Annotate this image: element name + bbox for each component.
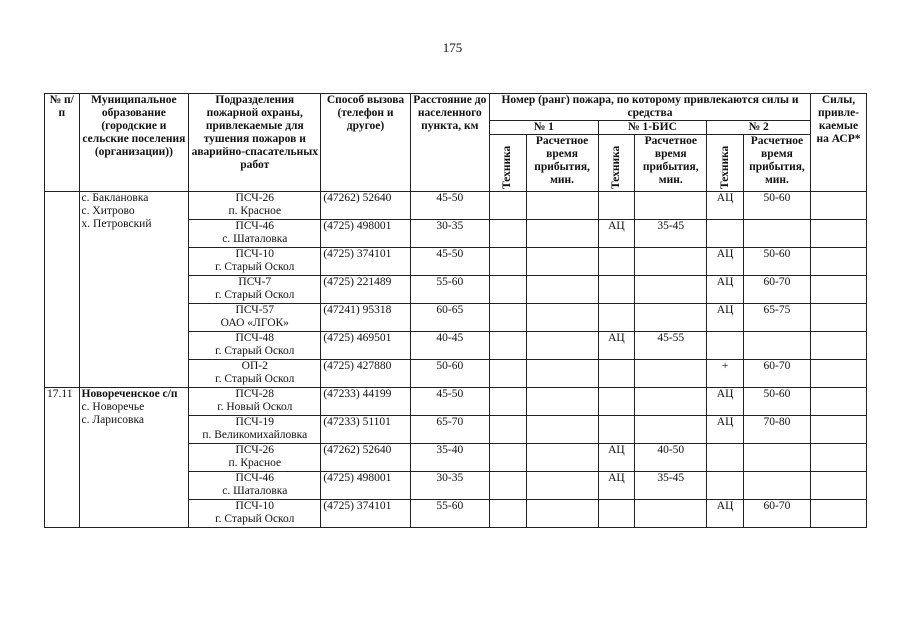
tech-rank1-cell [489,192,526,220]
phone-cell: (4725) 469501 [321,332,410,360]
arrival-rank1-cell [526,304,598,332]
settlement-name: с. Хитрово [81,205,135,217]
settlement-name: с. Новоречье [81,401,145,413]
unit-name: ПСЧ-48 [235,332,275,344]
unit-location: п. Красное [228,457,282,469]
unit-cell [189,388,321,416]
asr-cell [811,444,867,472]
phone-cell: (4725) 221489 [321,276,410,304]
tech-rank2-cell [707,220,744,248]
asr-cell [811,388,867,416]
unit-cell [189,276,321,304]
asr-cell [811,360,867,388]
arrival-rank1-cell [526,472,598,500]
header-rank-1bis: № 1-БИС [598,121,707,135]
unit-location: с. Шаталовка [222,485,288,497]
arrival-rank2-cell [743,472,810,500]
unit-location: г. Старый Оскол [215,345,295,357]
unit-cell [189,304,321,332]
asr-cell [811,276,867,304]
settlement-name: х. Петровский [81,218,152,230]
header-row-1 [45,94,867,121]
fire-forces-table [44,93,867,528]
distance-cell: 30-35 [410,472,489,500]
tech-rank1-cell [489,220,526,248]
phone-cell: (47262) 52640 [321,444,410,472]
distance-cell: 45-50 [410,248,489,276]
header-num: № п/п [45,94,80,192]
unit-location: ОАО «ЛГОК» [220,317,289,329]
unit-cell [189,360,321,388]
arrival-rank2-cell: 60-70 [743,276,810,304]
tech-rank1-cell [489,248,526,276]
tech-rank1bis-cell [598,248,635,276]
unit-cell [189,192,321,220]
arrival-rank2-cell: 50-60 [743,248,810,276]
tech-rank1-cell [489,388,526,416]
unit-cell [189,332,321,360]
tech-rank2-cell: АЦ [707,500,744,528]
asr-cell [811,416,867,444]
table-body [45,192,867,528]
tech-rank2-cell: АЦ [707,248,744,276]
header-arrival-1bis: Расчетное время прибытия, мин. [635,135,707,192]
unit-location: г. Старый Оскол [215,289,295,301]
page-number: 175 [442,40,463,55]
table-row [45,388,867,416]
phone-cell: (47233) 44199 [321,388,410,416]
tech-rank1-cell [489,332,526,360]
arrival-rank1-cell [526,248,598,276]
distance-cell: 55-60 [410,500,489,528]
tech-rank2-cell: АЦ [707,276,744,304]
arrival-rank2-cell: 70-80 [743,416,810,444]
unit-location: г. Старый Оскол [215,261,295,273]
unit-name: ПСЧ-10 [235,248,275,260]
unit-location: п. Красное [228,205,282,217]
tech-rank1bis-cell [598,276,635,304]
unit-cell [189,220,321,248]
tech-rank2-cell [707,332,744,360]
tech-rank1bis-cell: АЦ [598,332,635,360]
phone-cell: (4725) 498001 [321,220,410,248]
tech-rank2-cell [707,472,744,500]
unit-name: ПСЧ-28 [235,388,275,400]
asr-cell [811,472,867,500]
asr-cell [811,500,867,528]
row-number: 17.11 [45,388,80,528]
arrival-rank1bis-cell [635,416,707,444]
tech-rank2-cell: АЦ [707,192,744,220]
tech-rank1bis-cell [598,304,635,332]
arrival-rank1-cell [526,360,598,388]
unit-location: с. Шаталовка [222,233,288,245]
arrival-rank1-cell [526,444,598,472]
arrival-rank1bis-cell [635,276,707,304]
distance-cell: 65-70 [410,416,489,444]
header-tech-1: Техника [489,135,526,192]
tech-rank1-cell [489,304,526,332]
arrival-rank1bis-cell: 45-55 [635,332,707,360]
unit-cell [189,416,321,444]
unit-location: г. Старый Оскол [215,373,295,385]
unit-name: ПСЧ-7 [238,276,272,288]
asr-cell [811,220,867,248]
arrival-rank1bis-cell: 35-45 [635,220,707,248]
unit-cell [189,472,321,500]
header-units: Подразделения пожарной охраны, привлекаемые для тушения пожаров и аварийно-спасательных работ [189,94,321,192]
header-arrival-1: Расчетное время прибытия, мин. [526,135,598,192]
arrival-rank2-cell: 60-70 [743,500,810,528]
tech-rank1bis-cell [598,416,635,444]
arrival-rank2-cell: 60-70 [743,360,810,388]
asr-cell [811,304,867,332]
distance-cell: 45-50 [410,192,489,220]
arrival-rank2-cell [743,444,810,472]
tech-rank2-cell: АЦ [707,304,744,332]
header-rank-1: № 1 [489,121,598,135]
tech-rank1-cell [489,500,526,528]
arrival-rank1-cell [526,388,598,416]
unit-cell [189,500,321,528]
row-number [45,192,80,388]
unit-name: ОП-2 [241,360,268,372]
unit-name: ПСЧ-26 [235,444,275,456]
phone-cell: (47241) 95318 [321,304,410,332]
header-tech-1bis: Техника [598,135,635,192]
unit-name: ПСЧ-26 [235,192,275,204]
phone-cell: (4725) 374101 [321,500,410,528]
unit-name: ПСЧ-19 [235,416,275,428]
tech-rank1bis-cell [598,500,635,528]
arrival-rank1bis-cell [635,192,707,220]
unit-name: ПСЧ-46 [235,472,275,484]
arrival-rank2-cell: 50-60 [743,388,810,416]
tech-rank1bis-cell: АЦ [598,444,635,472]
distance-cell: 50-60 [410,360,489,388]
arrival-rank1bis-cell [635,500,707,528]
tech-rank1-cell [489,444,526,472]
header-distance: Расстояние до населенного пункта, км [410,94,489,192]
arrival-rank1-cell [526,500,598,528]
arrival-rank1-cell [526,416,598,444]
tech-rank1-cell [489,276,526,304]
arrival-rank2-cell: 50-60 [743,192,810,220]
phone-cell: (47262) 52640 [321,192,410,220]
arrival-rank1-cell [526,192,598,220]
phone-cell: (4725) 498001 [321,472,410,500]
municipality-cell [79,388,189,528]
distance-cell: 40-45 [410,332,489,360]
tech-rank1bis-cell: АЦ [598,472,635,500]
arrival-rank1bis-cell [635,360,707,388]
phone-cell: (4725) 427880 [321,360,410,388]
arrival-rank1bis-cell [635,304,707,332]
arrival-rank1-cell [526,332,598,360]
tech-rank2-cell [707,444,744,472]
tech-rank1-cell [489,360,526,388]
unit-location: г. Старый Оскол [215,513,295,525]
unit-name: ПСЧ-57 [235,304,275,316]
unit-name: ПСЧ-46 [235,220,275,232]
arrival-rank1bis-cell: 40-50 [635,444,707,472]
header-call-method: Способ вызова (телефон и другое) [321,94,410,192]
arrival-rank2-cell [743,332,810,360]
table-row [45,192,867,220]
arrival-rank2-cell [743,220,810,248]
unit-cell [189,444,321,472]
municipality-cell [79,192,189,388]
tech-rank1bis-cell: АЦ [598,220,635,248]
tech-rank2-cell: + [707,360,744,388]
distance-cell: 55-60 [410,276,489,304]
tech-rank1bis-cell [598,388,635,416]
distance-cell: 30-35 [410,220,489,248]
unit-cell [189,248,321,276]
tech-rank1bis-cell [598,192,635,220]
header-asr: Силы, привле-каемые на АСР* [811,94,867,192]
tech-rank1bis-cell [598,360,635,388]
header-arrival-2: Расчетное время прибытия, мин. [743,135,810,192]
tech-rank2-cell: АЦ [707,388,744,416]
tech-rank1-cell [489,416,526,444]
asr-cell [811,332,867,360]
distance-cell: 35-40 [410,444,489,472]
arrival-rank1bis-cell: 35-45 [635,472,707,500]
settlement-name: с. Ларисовка [81,414,144,426]
arrival-rank2-cell: 65-75 [743,304,810,332]
unit-name: ПСЧ-10 [235,500,275,512]
unit-location: г. Новый Оскол [217,401,293,413]
unit-location: п. Великомихайловка [202,429,308,441]
asr-cell [811,192,867,220]
settlement-name: с. Баклановка [81,192,149,204]
arrival-rank1-cell [526,220,598,248]
asr-cell [811,248,867,276]
municipality-name: Новореченское с/п [81,388,178,400]
header-fire-rank: Номер (ранг) пожара, по которому привлекаются силы и средства [489,94,810,121]
arrival-rank1-cell [526,276,598,304]
phone-cell: (4725) 374101 [321,248,410,276]
header-municipality: Муниципальное образование (городские и сельские поселения (организации)) [79,94,189,192]
arrival-rank1bis-cell [635,388,707,416]
phone-cell: (47233) 51101 [321,416,410,444]
tech-rank2-cell: АЦ [707,416,744,444]
header-rank-2: № 2 [707,121,811,135]
arrival-rank1bis-cell [635,248,707,276]
tech-rank1-cell [489,472,526,500]
header-tech-2: Техника [707,135,744,192]
distance-cell: 45-50 [410,388,489,416]
distance-cell: 60-65 [410,304,489,332]
